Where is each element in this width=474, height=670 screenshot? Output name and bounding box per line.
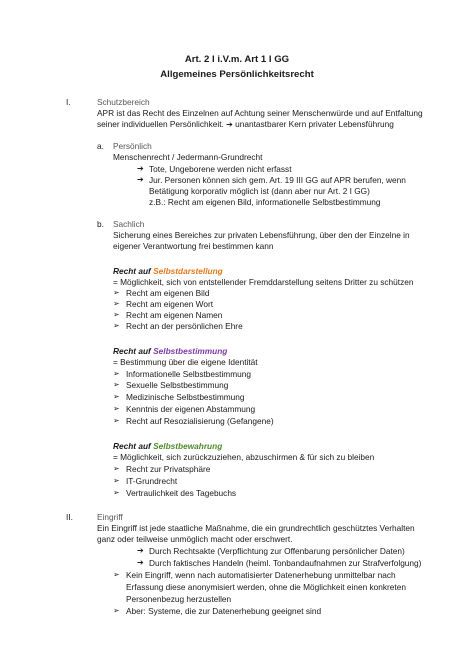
chevron-icon: ➢ [113, 321, 120, 330]
list-item: Recht an der persönlichen Ehre [126, 321, 243, 331]
heading-selbstbewahrung: Recht auf Selbstbewahrung [113, 441, 223, 451]
chevron-icon: ➢ [113, 310, 120, 319]
chevron-icon: ➢ [113, 476, 120, 485]
section-2-text-line-2: ganz oder teilweise unmöglich macht oder erschwert. [97, 534, 293, 544]
subsection-b-heading: Sachlich [113, 219, 145, 229]
arrow-item-rechtsakte: Durch Rechtsakte (Verpflichtung zur Offenbarung persönlicher Daten) [149, 546, 405, 556]
chevron-icon: ➢ [113, 488, 120, 497]
arrow-icon: ➔ [137, 546, 144, 555]
chevron-icon: ➢ [113, 404, 120, 413]
desc-selbstbewahrung: = Möglichkeit, sich zurückzuziehen, abzuschirmen & für sich zu bleiben [113, 452, 375, 462]
chevron-icon: ➢ [113, 369, 120, 378]
heading-selbstdarstellung: Recht auf Selbstdarstellung [113, 266, 223, 276]
title-line-1: Art. 2 I i.V.m. Art 1 I GG [184, 54, 290, 65]
arrow-icon: ➔ [226, 120, 233, 129]
subsection-b-text-line-2: eigener Verantwortung frei bestimmen kann [113, 241, 274, 251]
list-item: Vertraulichkeit des Tagebuchs [126, 488, 237, 498]
section-2-heading: Eingriff [97, 512, 123, 522]
list-item: Recht am eigenen Bild [126, 288, 210, 298]
list-item: Medizinische Selbstbestimmung [126, 392, 245, 402]
chevron-icon: ➢ [113, 288, 120, 297]
section-1-text-line-2: seiner individuellen Persönlichkeit. ➔ unantastbarer Kern privater Lebensführung [97, 119, 394, 129]
heading-selbstbestimmung: Recht auf Selbstbestimmung [113, 346, 228, 356]
arrow-icon: ➔ [137, 558, 144, 567]
list-item: Recht zur Privatsphäre [126, 464, 211, 474]
desc-selbstdarstellung: = Möglichkeit, sich von entstellender Fremddarstellung seitens Dritter zu schützen [113, 277, 414, 287]
subsection-b-label: b. [97, 219, 104, 229]
chevron-icon: ➢ [113, 606, 120, 615]
subsection-a-heading: Persönlich [113, 141, 152, 151]
chevron-icon: ➢ [113, 416, 120, 425]
arrow-icon: ➔ [137, 164, 144, 173]
chevron-icon: ➢ [113, 299, 120, 308]
section-2-number: II. [66, 512, 73, 522]
list-item: Recht am eigenen Wort [126, 299, 214, 309]
section-1-text-line-1: APR ist das Recht des Einzelnen auf Achtung seiner Menschenwürde und auf Entfaltung [97, 108, 423, 118]
chevron-icon: ➢ [113, 570, 120, 579]
list-item: Sexuelle Selbstbestimmung [126, 380, 229, 390]
list-item-aber-systeme: Aber: Systeme, die zur Datenerhebung geeignet sind [126, 606, 322, 616]
arrow-item-jur-personen-3: z.B.: Recht am eigenen Bild, informationelle Selbstbestimmung [149, 197, 381, 207]
desc-selbstbestimmung: = Bestimmung über die eigene Identität [113, 357, 258, 367]
section-2-text-line-1: Ein Eingriff ist jede staatliche Maßnahme, die ein grundrechtlich geschütztes Verhalten [97, 523, 415, 533]
chevron-icon: ➢ [113, 380, 120, 389]
subsection-a-label: a. [97, 141, 104, 151]
arrow-icon: ➔ [137, 175, 144, 184]
list-item: Recht auf Resozialisierung (Gefangene) [126, 416, 274, 426]
arrow-item-tote: Tote, Ungeborene werden nicht erfasst [149, 164, 292, 174]
section-1-heading: Schutzbereich [97, 97, 150, 107]
section-1-number: I. [66, 97, 71, 107]
list-item: Informationelle Selbstbestimmung [126, 369, 251, 379]
chevron-icon: ➢ [113, 392, 120, 401]
title-line-2: Allgemeines Persönlichkeitsrecht [160, 69, 314, 80]
arrow-item-jur-personen-2: Betätigung korporativ möglich ist (dann aber nur Art. 2 I GG) [149, 186, 370, 196]
list-item: Kenntnis der eigenen Abstammung [126, 404, 256, 414]
chevron-icon: ➢ [113, 464, 120, 473]
list-item: Recht am eigenen Namen [126, 310, 223, 320]
list-item-kein-eingriff-1: Kein Eingriff, wenn nach automatisierter Datenerhebung unmittelbar nach [126, 570, 396, 580]
subsection-a-text: Menschenrecht / Jedermann-Grundrecht [113, 152, 263, 162]
list-item: IT-Grundrecht [126, 476, 178, 486]
arrow-item-faktisches-handeln: Durch faktisches Handeln (heiml. Tonbandaufnahmen zur Strafverfolgung) [149, 558, 422, 568]
arrow-item-jur-personen-1: Jur. Personen können sich gem. Art. 19 III GG auf APR berufen, wenn [149, 175, 406, 185]
list-item-kein-eingriff-2: Erfassung diese anonymisiert werden, ohne die Möglichkeit einen konkreten [126, 582, 406, 592]
list-item-kein-eingriff-3: Personenbezug herzustellen [126, 594, 232, 604]
subsection-b-text-line-1: Sicherung eines Bereiches zur privaten Lebensführung, über den der Einzelne in [113, 230, 410, 240]
